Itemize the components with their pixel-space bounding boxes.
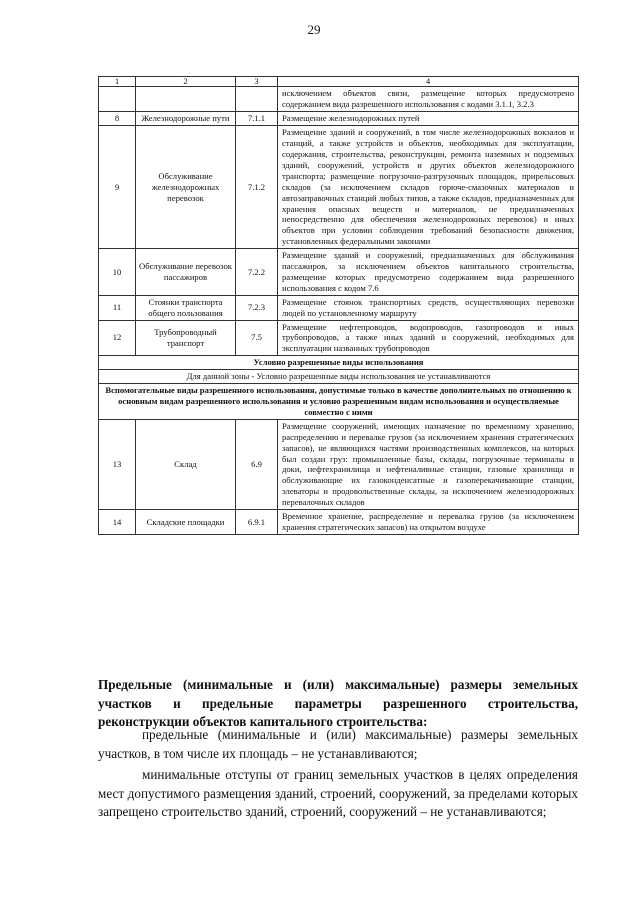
table-row [99, 249, 579, 296]
header-col-4: 4 [278, 77, 579, 87]
use-description: Временное хранение, распределение и перевалка грузов (за исключением хранения стратегических запасов) на открытом воздухе [278, 510, 579, 535]
use-code: 6.9.1 [236, 510, 278, 535]
use-name: Склад [136, 419, 236, 509]
use-code: 7.2.2 [236, 249, 278, 296]
section-conditional-title: Условно разрешенные виды использования [99, 356, 579, 370]
header-col-3: 3 [236, 77, 278, 87]
section-conditional-row [99, 356, 579, 370]
table-row-continuation [99, 87, 579, 112]
use-description: Размещение зданий и сооружений, предназначенных для обслуживания пассажиров, за исключением объектов капитального строительства, размещение которых предусмотрено содержанием вида разрешенного использования с кодом 7.6 [278, 249, 579, 296]
use-name: Складские площадки [136, 510, 236, 535]
use-name: Обслуживание железнодорожных перевозок [136, 126, 236, 249]
use-description: Размещение зданий и сооружений, в том числе железнодорожных вокзалов и станций, а также устройств и объектов, необходимых для эксплуатации, содержания, строительства, реконструкции, ремонта наземных и подземных зданий, сооружений, устройств и других объектов железнодорожного транспорта; размещение погрузочно-разгрузочных площадок, прирельсовых складов (за исключением складов горюче-смазочных материалов и автозаправочных станций любых типов, а также складов, предназначенных для хранения опасных веществ и материалов, не предназначенных непосредственно для обеспечения железнодорожных перевозок) и иных объектов при условии соблюдения требований безопасности движения, установленных федеральными законами [278, 126, 579, 249]
row-number: 12 [99, 320, 136, 356]
section-auxiliary-row [99, 384, 579, 420]
row-number: 9 [99, 126, 136, 249]
use-code: 7.5 [236, 320, 278, 356]
use-code: 7.1.1 [236, 112, 278, 126]
use-name: Железнодорожные пути [136, 112, 236, 126]
table-header-row [99, 77, 579, 87]
parameters-heading: Предельные (минимальные и (или) максимальные) размеры земельных участков и предельные параметры разрешенного строительства, реконструкции объектов капитального строительства: [98, 677, 578, 730]
table-row [99, 126, 579, 249]
use-description: Размещение сооружений, имеющих назначение по временному хранению, распределению и перевалке грузов (за исключением хранения стратегических запасов), не являющихся частями производственных комплексов, на которых был создан груз: промышленные базы, склады, погрузочные терминалы и доки, нефтехранилища и нефтеналивные станции, газовые хранилища и обслуживающие их газоконденсатные и газоперекачивающие станции, элеваторы и продовольственные склады, за исключением железнодорожных перевалочных складов [278, 419, 579, 509]
row-number: 10 [99, 249, 136, 296]
use-code: 7.2.3 [236, 295, 278, 320]
section-auxiliary-title: Вспомогательные виды разрешенного использования, допустимые только в качестве дополнительных по отношению к основным видам разрешенного использования и условно разрешенным видам использования и осуществляемые совместно с ними [99, 384, 579, 420]
conditional-note-row [99, 370, 579, 384]
row-number: 11 [99, 295, 136, 320]
use-code: 6.9 [236, 419, 278, 509]
use-description: Размещение железнодорожных путей [278, 112, 579, 126]
header-col-2: 2 [136, 77, 236, 87]
continuation-text: исключением объектов связи, размещение которых предусмотрено содержанием вида разрешенного использования с кодами 3.1.1, 3.2.3 [278, 87, 579, 112]
row-number: 14 [99, 510, 136, 535]
use-description: Размещение стоянок транспортных средств, осуществляющих перевозки людей по установленному маршруту [278, 295, 579, 320]
use-name: Обслуживание перевозок пассажиров [136, 249, 236, 296]
use-code: 7.1.2 [236, 126, 278, 249]
row-number: 13 [99, 419, 136, 509]
page-number: 29 [307, 22, 321, 37]
land-use-table [98, 76, 579, 535]
table-row [99, 295, 579, 320]
table-row [99, 419, 579, 509]
row-number: 8 [99, 112, 136, 126]
table-row [99, 320, 579, 356]
use-name: Стоянки транспорта общего пользования [136, 295, 236, 320]
use-name: Трубопроводный транспорт [136, 320, 236, 356]
conditional-note: Для данной зоны - Условно разрешенные виды использования не устанавливаются [99, 370, 579, 384]
paragraph-plot-sizes: предельные (минимальные и (или) максимальные) размеры земельных участков, в том числе их площадь – не устанавливаются; [98, 727, 578, 761]
table-row [99, 112, 579, 126]
header-col-1: 1 [99, 77, 136, 87]
table-row [99, 510, 579, 535]
paragraph-setbacks: минимальные отступы от границ земельных участков в целях определения мест допустимого размещения зданий, строений, сооружений, за пределами которых запрещено строительство зданий, строений, сооружений – не устанавливаются; [98, 767, 578, 820]
use-description: Размещение нефтепроводов, водопроводов, газопроводов и иных трубопроводов, а также иных зданий и сооружений, необходимых для эксплуатации названных трубопроводов [278, 320, 579, 356]
